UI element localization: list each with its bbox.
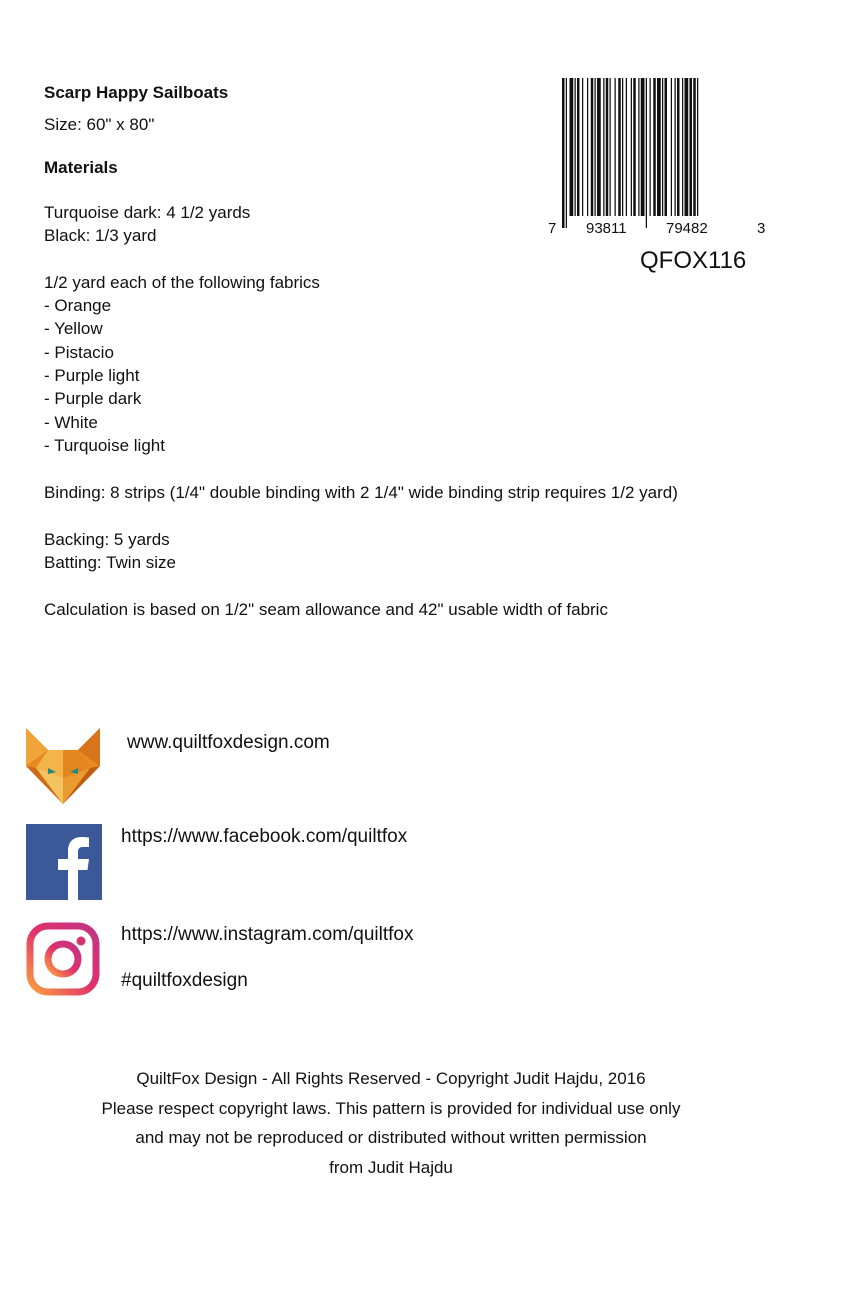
website-link[interactable]: www.quiltfoxdesign.com xyxy=(127,732,330,753)
barcode-bar xyxy=(622,78,623,216)
pattern-title: Scarp Happy Sailboats xyxy=(44,83,229,102)
instagram-link[interactable]: https://www.instagram.com/quiltfox xyxy=(121,924,414,945)
backing-requirement: Backing: 5 yards xyxy=(44,530,170,549)
barcode-bar xyxy=(587,78,588,216)
barcode-bar xyxy=(671,78,672,216)
barcode-bar xyxy=(595,78,596,216)
fabric-list-item: - Purple light xyxy=(44,366,140,385)
barcode-bar xyxy=(657,78,661,216)
instagram-icon[interactable] xyxy=(26,922,100,1001)
fabric-list-item: - White xyxy=(44,413,98,432)
barcode-bar xyxy=(662,78,663,216)
barcode-bar xyxy=(618,78,621,216)
barcode-bar xyxy=(603,78,604,216)
barcode-bar xyxy=(690,78,693,216)
barcode-bar xyxy=(577,78,580,216)
fabrics-intro: 1/2 yard each of the following fabrics xyxy=(44,273,320,292)
barcode-bar xyxy=(665,78,668,216)
barcode-bar xyxy=(615,78,616,216)
fabric-list-item: - Purple dark xyxy=(44,389,142,408)
barcode-bar xyxy=(591,78,594,216)
barcode-bar xyxy=(677,78,680,216)
barcode-bar xyxy=(641,78,645,216)
footer-line: Please respect copyright laws. This pattern is provided for individual use only xyxy=(101,1098,681,1118)
barcode-bar xyxy=(633,78,636,216)
barcode-bar xyxy=(697,78,698,216)
barcode-bar xyxy=(638,78,639,216)
product-sku: QFOX116 xyxy=(640,247,747,274)
binding-requirement: Binding: 8 strips (1/4" double binding with 2 1/4" wide binding strip requires 1/2 yard) xyxy=(44,483,678,502)
barcode-digit-right: 3 xyxy=(757,220,766,237)
material-turquoise-dark: Turquoise dark: 4 1/2 yards xyxy=(44,203,251,222)
fox-logo-icon xyxy=(26,728,100,809)
barcode-digits-group1: 93811 xyxy=(586,220,627,237)
copyright-footer xyxy=(0,1064,782,1182)
facebook-icon[interactable] xyxy=(26,824,102,905)
pattern-size: Size: 60" x 80" xyxy=(44,115,155,134)
barcode-bar xyxy=(682,78,683,216)
barcode-graphic xyxy=(544,78,769,238)
barcode-bar xyxy=(566,78,567,228)
facebook-link[interactable]: https://www.facebook.com/quiltfox xyxy=(121,826,408,847)
barcode-bar xyxy=(575,78,576,216)
batting-requirement: Batting: Twin size xyxy=(44,553,176,572)
barcode-bar xyxy=(626,78,627,216)
fabric-list-item: - Orange xyxy=(44,296,112,315)
barcode-bar xyxy=(675,78,676,216)
fabric-list-item: - Pistacio xyxy=(44,343,114,362)
material-black: Black: 1/3 yard xyxy=(44,226,157,245)
fabric-list-item: - Turquoise light xyxy=(44,436,165,455)
footer-line: and may not be reproduced or distributed without written permission xyxy=(135,1128,647,1147)
footer-line: from Judit Hajdu xyxy=(329,1157,453,1177)
calculation-note: Calculation is based on 1/2" seam allowance and 42" usable width of fabric xyxy=(44,600,608,619)
footer-line: QuiltFox Design - All Rights Reserved - Copyright Judit Hajdu, 2016 xyxy=(136,1069,646,1088)
barcode-bar xyxy=(646,78,647,228)
barcode-digit-left: 7 xyxy=(548,220,557,237)
barcode-bar xyxy=(606,78,609,216)
barcode-bar xyxy=(582,78,583,216)
barcode-bar xyxy=(562,78,565,228)
barcode xyxy=(544,78,769,238)
hashtag: #quiltfoxdesign xyxy=(121,970,248,991)
materials-heading: Materials xyxy=(44,158,118,177)
barcode-bar xyxy=(570,78,574,216)
barcode-bar xyxy=(650,78,651,216)
barcode-bar xyxy=(610,78,611,216)
fabric-list-item: - Yellow xyxy=(44,319,103,338)
barcode-digits-group2: 79482 xyxy=(666,220,708,237)
barcode-bar xyxy=(631,78,632,216)
barcode-bar xyxy=(685,78,689,216)
barcode-bar xyxy=(693,78,696,216)
barcode-bar xyxy=(653,78,656,216)
barcode-bar xyxy=(597,78,601,216)
